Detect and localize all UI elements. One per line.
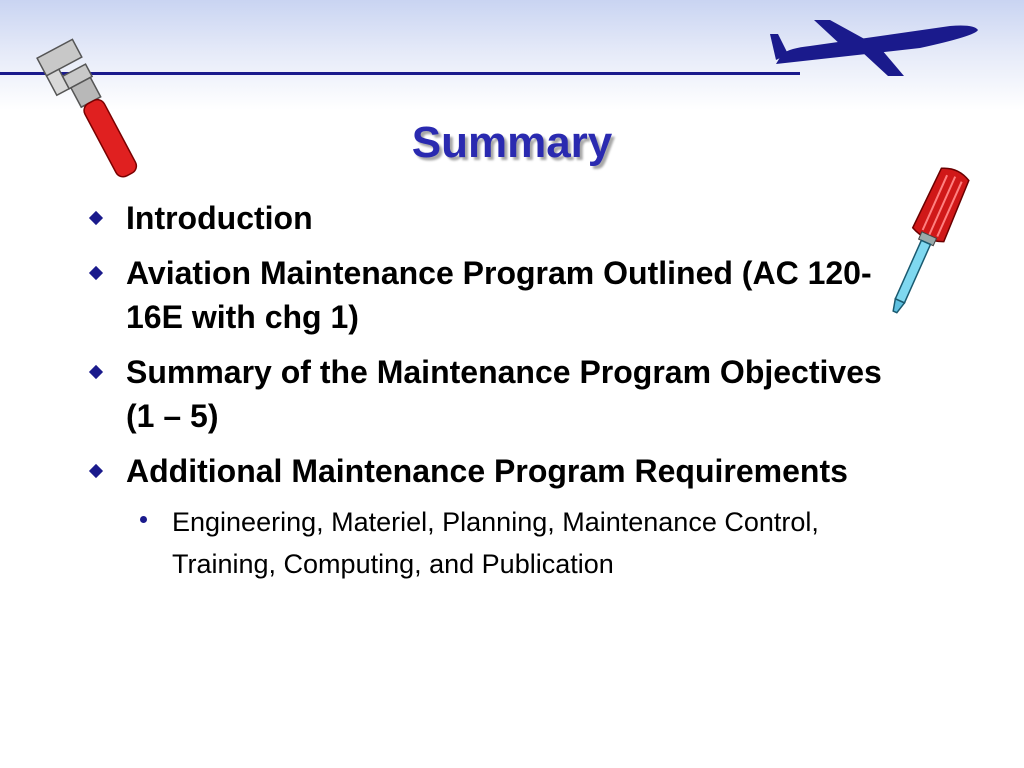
diamond-bullet-icon <box>89 464 103 478</box>
bullet-text: Introduction <box>126 200 313 236</box>
bullet-text: Summary of the Maintenance Program Objectives (1 – 5) <box>126 354 882 434</box>
bullet-item <box>88 350 908 438</box>
bullet-item <box>88 449 908 585</box>
diamond-bullet-icon <box>89 266 103 280</box>
sub-bullet-list <box>126 501 908 585</box>
bullet-list <box>88 196 908 596</box>
dot-bullet-icon <box>140 516 147 523</box>
bullet-text: Additional Maintenance Program Requirements <box>126 453 848 489</box>
bullet-item <box>88 196 908 240</box>
sub-bullet-item <box>126 501 908 585</box>
diamond-bullet-icon <box>89 211 103 225</box>
airplane-icon <box>770 18 985 80</box>
sub-bullet-text: Engineering, Materiel, Planning, Maintenance Control, Training, Computing, and Publication <box>172 507 819 579</box>
bullet-text: Aviation Maintenance Program Outlined (AC 120-16E with chg 1) <box>126 255 872 335</box>
slide-title: Summary <box>411 118 613 167</box>
bullet-item <box>88 251 908 339</box>
diamond-bullet-icon <box>89 365 103 379</box>
